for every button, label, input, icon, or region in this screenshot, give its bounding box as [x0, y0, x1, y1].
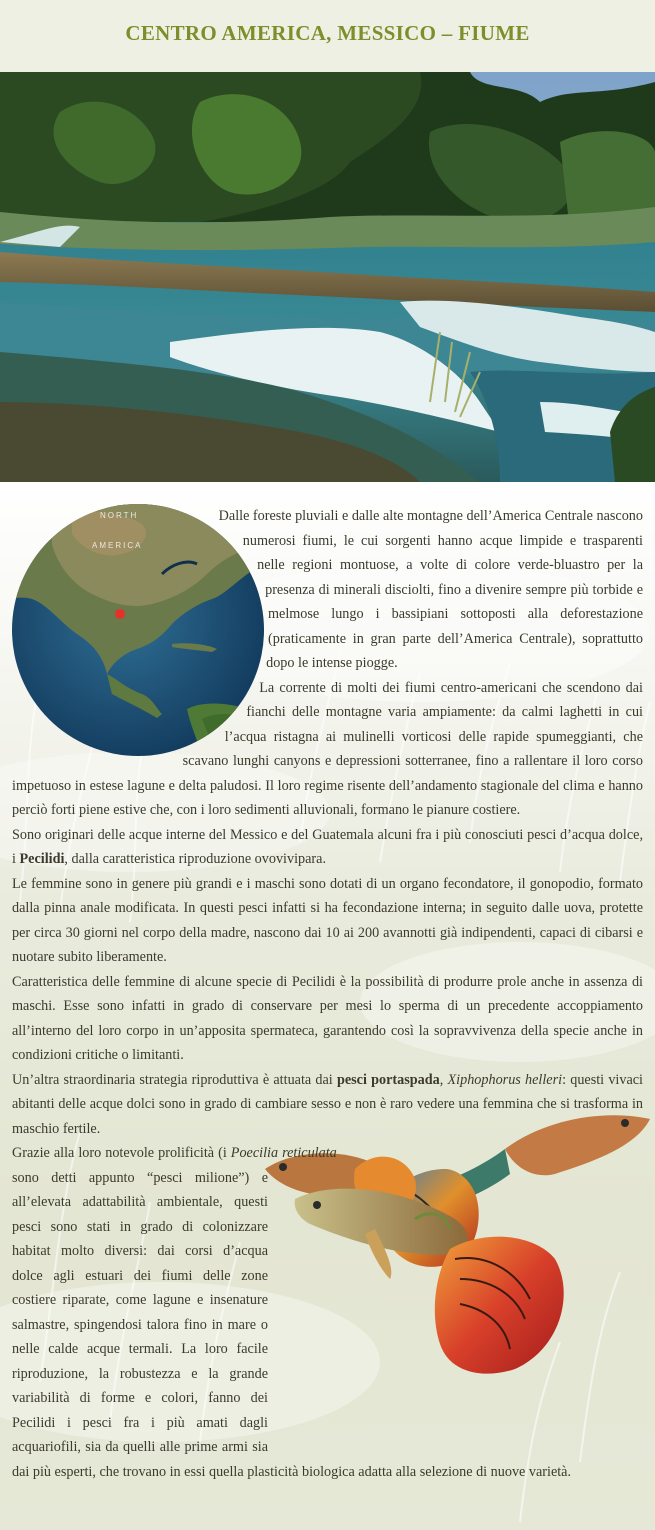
- globe-label-north: NORTH: [100, 511, 139, 520]
- paragraph-7-text-a: Grazie alla loro notevole prolificità (i: [12, 1145, 231, 1161]
- river-photo: [0, 72, 655, 482]
- paragraph-3-text-c: , dalla caratteristica riproduzione ovovivipara.: [64, 851, 326, 867]
- article: [0, 482, 655, 1530]
- poecilia-term: Poecilia reticulata: [230, 1145, 337, 1161]
- paragraph-2: La corrente di molti dei fiumi centro-americani che scendono dai fianchi delle montagne varia ampiamente: da calmi laghetti in cui l’acqua ristagna ai mulinelli vorticosi delle rapide spumeggianti, che scavano lunghi canyons e depressioni sotterranee, fino a rallentare il loro corso impetuoso in estese lagune e delta paludosi. Il loro regime risente dell’andamento stagionale del clima e hanno perciò forti piene estive che, con i loro sedimenti alluvionali, formano le pianure costiere.: [12, 679, 643, 818]
- header-bar: [0, 0, 655, 72]
- article-body: [12, 504, 643, 1484]
- paragraph-1: Dalle foreste pluviali e dalle alte montagne dell’America Centrale nascono numerosi fiumi, le cui sorgenti hanno acque limpide e trasparenti nelle regioni montuose, a volte di colore verde-bluastro per la presenza di minerali disciolti, fino a divenire sempre più torbide e melmose lungo i bassipiani sottoposti alla deforestazione (praticamente in gran parte dell’America Centrale), soprattutto dopo le intense piogge.: [218, 508, 643, 671]
- paragraph-7-text-c: sono detti appunto “pesci milione”) e all’elevata adattabilità ambientale, questi pesci sono stati in grado di colonizzare habitat molto diversi: dai corsi d’acqua dolce agli estuari dei fiumi delle zone costiere riparate, come lagune e insenature salmastre, spingendosi talora fino in mare o nelle calde acque termali. La loro facile riproduzione, la robustezza e la grande variabilità di forme e colori, fanno dei Pecilidi i pesci fra i più amati dagli acquariofili, sia da quelli alle prime armi sia dai più esperti, che trovano in essi quella plasticità biologica adatta alla selezione di nuove varietà.: [12, 1169, 572, 1480]
- globe-wrap-space: [12, 504, 270, 754]
- paragraph-6-text-c: ,: [439, 1071, 448, 1088]
- fish-wrap-space: [268, 1141, 643, 1441]
- paragraph-6: [12, 1068, 643, 1142]
- paragraph-6-text-a: Un’altra straordinaria strategia riproduttiva è attuata dai: [12, 1071, 337, 1088]
- paragraph-4: Le femmine sono in genere più grandi e i maschi sono dotati di un organo fecondatore, il gonopodio, formato dalla pinna anale modificata. In questi pesci infatti si ha fecondazione interna; in seguito dalle uova, protette per circa 30 giorni nel corpo della madre, nascono dai 10 ai 200 avannotti già indipendenti, capaci di cibarsi e nuotare subito liberamente.: [12, 875, 643, 965]
- paragraph-3: [12, 823, 643, 872]
- paragraph-3-text-a: Sono originari delle acque interne del Messico e del Guatemala alcuni fra i più conosciuti pesci d’acqua dolce, i: [12, 826, 643, 867]
- paragraph-6-text-e: : questi vivaci abitanti delle acque dolci sono in grado di cambiare sesso e non è raro vedere una femmina che si trasforma in maschio fertile.: [12, 1071, 643, 1137]
- xiphophorus-term: Xiphophorus helleri: [447, 1071, 563, 1088]
- globe-label-america: AMERICA: [92, 541, 143, 550]
- portaspada-term: pesci portaspada: [336, 1071, 440, 1088]
- paragraph-5: Caratteristica delle femmine di alcune specie di Pecilidi è la possibilità di produrre prole anche in assenza di maschi. Esse sono infatti in grado di conservare per mesi lo sperma di un precedente accoppiamento all’interno del loro corpo in un’apposita spermateca, garantendo così la sopravvivenza della specie anche in condizioni critiche o limitanti.: [12, 973, 643, 1063]
- pecilidi-term: Pecilidi: [19, 851, 65, 867]
- page-title: CENTRO AMERICA, MESSICO – FIUME: [125, 20, 530, 45]
